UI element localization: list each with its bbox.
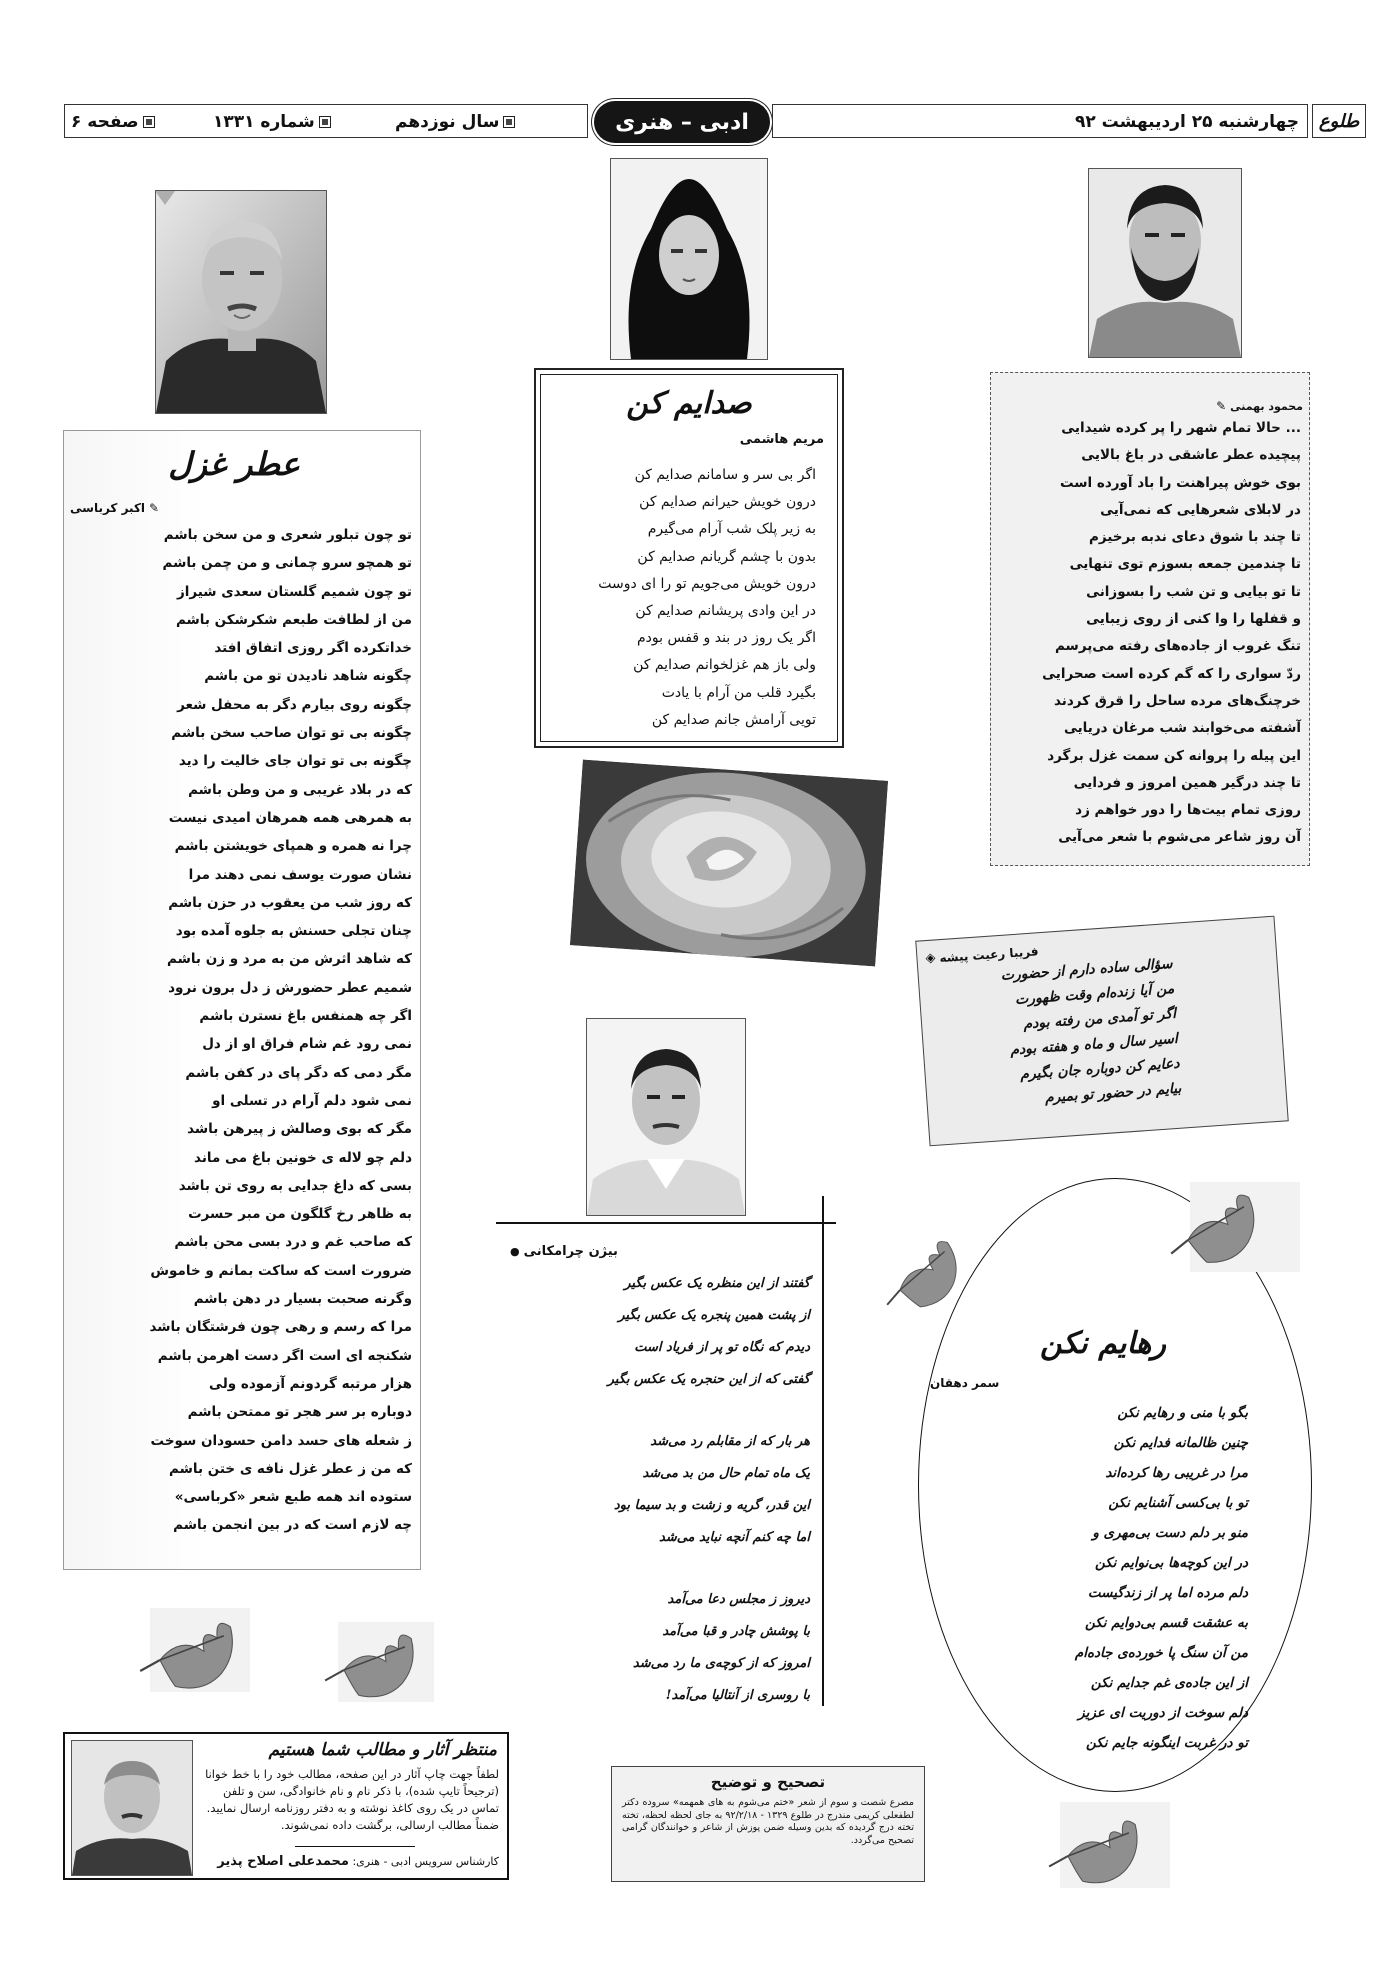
- notice-body: لطفاً جهت چاپ آثار در این صفحه، مطالب خود را با خط خوانا (ترجیحاً تایپ شده)، با ذکر نام و نام خانوادگی، سن و تلفن تماس در یک روی کاغذ نوشته و به دفتر روزنامه ارسال نمایید. ضمناً مطالب ارسالی، برگشت داده نمی‌شوند.: [205, 1767, 499, 1832]
- poem-line: به عشقت قسم بی‌دوایم نکن: [1085, 1615, 1248, 1631]
- portrait-charamkani: [586, 1018, 746, 1216]
- poem-line: امروز که از کوچه‌ی ما رد می‌شد: [632, 1656, 810, 1671]
- poem-line: چگونه بی تو توان جای خالیت را دید: [178, 753, 412, 770]
- leaf-icon: [140, 1608, 250, 1692]
- notice-box: [63, 1732, 509, 1880]
- portrait-eslahpazir-image: [72, 1741, 192, 1875]
- poem-line: اگر چه همنفس باغ نسترن باشم: [199, 1008, 412, 1025]
- notice-title: منتظر آثار و مطالب شما هستیم: [268, 1740, 497, 1760]
- poem-line: به ظاهر رخ گلگون من مبر حسرت: [188, 1206, 412, 1223]
- poem-line: نشان صورت یوسف نمی دهند مرا: [188, 866, 412, 883]
- poem-line: با پوشش چادر و قبا می‌آمد: [662, 1624, 810, 1639]
- poem-line: تا چندمین جمعه بسوزم توی تنهایی: [1069, 556, 1301, 573]
- poem-box-bahmani: [990, 372, 1310, 866]
- poem-line: چنان تجلی حسنش به جلوه آمده بود: [175, 923, 412, 940]
- poem-line: از پشت همین پنجره یک عکس بگیر: [618, 1308, 810, 1323]
- poem-line: دیروز ز مجلس دعا می‌آمد: [667, 1592, 810, 1607]
- poem-line: به همرهی همه همرهان امیدی نیست: [168, 809, 412, 826]
- poem-lines: [72, 521, 412, 1540]
- poem-line: تا چند درگیر همین امروز و فردایی: [1073, 774, 1301, 791]
- poem-line: من آن سنگ پا خورده‌ی جاده‌ام: [1074, 1645, 1248, 1661]
- poem-line: شکنجه ای است اگر دست اهرمن باشم: [157, 1347, 412, 1364]
- header-page: صفحه ۶: [71, 112, 155, 132]
- header-issue: شماره ۱۳۳۱: [213, 112, 331, 132]
- poem-line: ستوده اند همه طبع شعر «کرباسی»: [174, 1489, 412, 1506]
- leaf-icon: [1049, 1802, 1170, 1888]
- square-bullet-icon: [143, 116, 155, 128]
- poem-line: در لابلای شعرهایی که نمی‌آیی: [1100, 501, 1301, 518]
- poem-line: چگونه روی بیارم دگر به محفل شعر: [177, 696, 412, 713]
- poem-line: که من ز عطر غزل نافه ی ختن باشم: [169, 1460, 412, 1477]
- poem-line: دلم چو لاله ی خونین باغ می ماند: [194, 1149, 412, 1166]
- notice-divider: [295, 1846, 415, 1847]
- poem-line: من از لطافت طبعم شکرشکن باشم: [175, 611, 412, 628]
- poem-author: محمود بهمنی ✎: [1216, 399, 1303, 413]
- poem-box-fariba: [915, 916, 1288, 1147]
- correction-title: تصحیح و توضیح: [710, 1773, 826, 1791]
- poem-line: وگرنه صحبت بسیار در دهن باشم: [193, 1291, 412, 1308]
- header-date: چهارشنبه ۲۵ اردیبهشت ۹۲: [1074, 112, 1299, 132]
- newspaper-logo: طلوع: [1312, 104, 1366, 138]
- poem-line: سؤالی ساده دارم از حضورت: [1000, 955, 1174, 984]
- portrait-charamkani-image: [587, 1019, 745, 1215]
- poem-line: این قدر، گریه و زشت و بد سیما بود: [613, 1498, 810, 1513]
- poem-line: هر بار که از مقابلم رد می‌شد: [650, 1434, 810, 1449]
- poem-line: چنین ظالمانه فدایم نکن: [1113, 1435, 1248, 1451]
- pen-icon: ✎: [149, 501, 160, 515]
- poem-line: مگر که بوی وصالش ز پیرهن باشد: [187, 1121, 412, 1138]
- poem-title-rahayam: رهایم نکن: [1040, 1326, 1166, 1361]
- poem-line: بگو با منی و رهایم نکن: [1117, 1405, 1248, 1421]
- poem-line: پیچیده عطر عاشقی در باغ بالایی: [1081, 447, 1301, 464]
- poem-line: ولی باز هم غزلخوانم صدایم کن: [633, 657, 816, 674]
- poem-line: تنگ غروب از جاده‌های رفته می‌پرسم: [1054, 638, 1301, 655]
- poem-line: گفتی که از این حنجره یک عکس بگیر: [607, 1372, 810, 1387]
- header-left-box: [64, 104, 588, 138]
- portrait-bahmani: [1088, 168, 1242, 358]
- poem-line: آشفته می‌خوابند شب مرغان دریایی: [1063, 720, 1301, 737]
- poem-line: در این وادی پریشانم صدایم کن: [635, 602, 816, 619]
- poem-line: تویی آرامش جانم صدایم کن: [651, 711, 816, 728]
- poem-line: گفتند از این منظره یک عکس بگیر: [624, 1276, 810, 1291]
- poem-line: خداتکرده اگر روزی اتفاق افتد: [214, 640, 412, 657]
- poem-title: عطر غزل: [168, 445, 300, 483]
- header-year: سال نوزدهم: [395, 112, 515, 132]
- poem-line: بسی که داغ جدایی به روی تن باشد: [178, 1177, 412, 1194]
- poem-line: بوی خوش پیراهنت را باد آورده است: [1059, 474, 1301, 491]
- portrait-hashemi-image: [611, 159, 767, 359]
- poem-line: خرچنگ‌های مرده ساحل را قرق کردند: [1053, 692, 1301, 709]
- notice-footer: کارشناس سرویس ادبی - هنری: محمدعلی اصلاح پذیر: [217, 1854, 499, 1869]
- poem-line: مگر دمی که دگر پای در کفن باشم: [185, 1064, 412, 1081]
- poem-line: و قفلها را وا کنی از روی زیبایی: [1086, 611, 1301, 628]
- poem-title: صدایم کن: [626, 386, 752, 421]
- poem-line: چرا نه همره و همپای خویشتن باشم: [174, 838, 412, 855]
- leaf-icon: [325, 1622, 434, 1702]
- poem-line: اگر یک روز در بند و قفس بودم: [636, 630, 816, 647]
- poem-lines: [1011, 415, 1301, 852]
- poem-line: چه لازم است که در بین انجمن باشم: [173, 1517, 412, 1534]
- column-divider-vertical: [822, 1196, 824, 1706]
- portrait-hashemi: [610, 158, 768, 360]
- diamond-bullet-icon: ◈: [924, 950, 937, 967]
- poem-line: شمیم عطر حضورش ز دل برون نرود: [168, 979, 412, 996]
- rose-image: [570, 760, 888, 967]
- poem-lines: [932, 952, 1182, 1118]
- portrait-bahmani-image: [1089, 169, 1241, 357]
- poem-line: بگیرد قلب من آرام با یادت: [661, 684, 816, 701]
- poem-author: مریم هاشمی: [739, 432, 824, 447]
- poem-line: از این جاده‌ی غم جدایم نکن: [1090, 1675, 1248, 1691]
- poem-line: بیایم در حضور تو بمیرم: [1044, 1080, 1182, 1107]
- poem-author-rahayam: سمر دهقان: [930, 1376, 1000, 1390]
- poem-line: نمی رود غم شام فراق او از دل: [202, 1036, 412, 1053]
- leaf-corner-icon: [155, 190, 175, 209]
- poem-line: چگونه شاهد نادیدن تو من باشم: [204, 668, 412, 685]
- header-right-box: [772, 104, 1308, 138]
- poem-line: تا تو بیایی و تن شب را بسوزانی: [1086, 583, 1301, 600]
- poem-line: دوباره بر سر هجر تو ممتحن باشم: [187, 1404, 412, 1421]
- poem-line: این پیله را پروانه کن سمت غزل برگرد: [1047, 747, 1301, 764]
- poem-line: منو بر دلم دست بی‌مهری و: [1092, 1525, 1248, 1541]
- portrait-kerbasi: [155, 190, 327, 414]
- poem-line: درون خویش می‌جویم تو را ای دوست: [598, 575, 816, 592]
- poem-line: تو چون تبلور شعری و من سخن باشم: [163, 527, 412, 543]
- poem-line: ضرورت است که ساکت بمانم و خاموش: [150, 1262, 412, 1279]
- poem-line: ردّ سواری را که گم کرده است صحرایی: [1042, 665, 1301, 682]
- stanza-spacer: [520, 1712, 810, 1742]
- poem-box-sedayam: [534, 368, 844, 748]
- correction-box: [611, 1766, 925, 1882]
- poem-line: با روسری از آنتالیا می‌آمد!: [665, 1688, 810, 1703]
- poem-lines-rahayam: [990, 1398, 1248, 1758]
- poem-line: هزار مرتبه گردونم آزموده ولی: [209, 1375, 412, 1392]
- poem-box-attr-ghazal: [63, 430, 421, 1570]
- poem-line: بدون با چشم گریانم صدایم کن: [637, 548, 816, 565]
- poem-lines: [546, 462, 816, 734]
- poem-line: مرا که رسم و رهی چون فرشتگان باشد: [149, 1319, 412, 1336]
- poem-lines-bijan: [520, 1268, 810, 1742]
- poem-line: روزی تمام بیت‌ها را دور خواهم زد: [1075, 802, 1301, 819]
- poem-line: دعایم کن دوباره جان بگیرم: [1019, 1055, 1181, 1083]
- poem-line: تو در غربت اینگونه جایم نکن: [1086, 1735, 1248, 1751]
- poem-author: فریبا رعیت پیشه ◈: [924, 943, 1039, 967]
- poem-line: دیدم که نگاه تو پر از فریاد است: [634, 1340, 810, 1355]
- poem-line: درون خویش حیرانم صدایم کن: [639, 494, 816, 511]
- poem-line: دلم سوخت از دوریت ای عزیز: [1078, 1705, 1248, 1721]
- stanza-spacer: [520, 1554, 810, 1584]
- pen-icon: ✎: [1216, 399, 1227, 413]
- poem-line: من آیا زنده‌ام وقت ظهورت: [1014, 980, 1175, 1008]
- poem-line: اگر بی سر و سامانم صدایم کن: [634, 467, 816, 483]
- poem-line: ... حالا تمام شهر را پر کرده شیدایی: [1061, 420, 1301, 436]
- portrait-eslahpazir: [71, 1740, 193, 1876]
- poem-line: اسیر سال و ماه و هفته بودم: [1009, 1030, 1179, 1059]
- square-bullet-icon: [319, 116, 331, 128]
- poem-line: تو همچو سرو چمانی و من چمن باشم: [162, 555, 412, 572]
- round-bullet-icon: ●: [510, 1245, 520, 1258]
- poem-line: نمی شود دلم آرام در تسلی او: [212, 1092, 412, 1109]
- poem-line: در این کوچه‌ها بی‌نوایم نکن: [1094, 1555, 1248, 1571]
- section-title: ادبی – هنری: [594, 101, 770, 143]
- poem-line: ز شعله های حسد دامن حسودان سوخت: [150, 1432, 412, 1449]
- poem-line: که روز شب من یعقوب در حزن باشم: [168, 894, 412, 911]
- poem-line: مرا در غریبی رها کرده‌اند: [1105, 1465, 1248, 1481]
- poem-line: که شاهد اثرش من به مرد و زن باشم: [167, 951, 412, 968]
- poem-line: به زیر پلک شب آرام می‌گیرم: [647, 521, 816, 538]
- rose-image-graphic: [570, 760, 888, 967]
- correction-body: مصرع شصت و سوم از شعر «ختم می‌شوم به های همهمه» سروده دکتر لطفعلی کریمی مندرج در طلوع ۱۳۲۹ - ۹۲/۲/۱۸ به جای لحظه لحظه، تخته تخته درج گردیده که بدین وسیله ضمن پوزش از شاعر و خوانندگان گرامی تصحیح می‌گردد.: [622, 1797, 914, 1846]
- poem-author: ✎ اکبر کرباسی: [70, 501, 160, 515]
- portrait-kerbasi-image: [156, 191, 326, 413]
- column-divider-horizontal: [496, 1222, 836, 1224]
- poem-line: تو چون شمیم گلستان سعدی شیراز: [176, 583, 412, 600]
- poem-line: آن روز شاعر می‌شوم با شعر می‌آیی: [1058, 829, 1301, 846]
- square-bullet-icon: [503, 116, 515, 128]
- poem-line: یک ماه تمام حال من بد می‌شد: [642, 1466, 810, 1481]
- poem-line: دلم مرده اما پر از زندگیست: [1087, 1585, 1248, 1601]
- poem-line: تو با بی‌کسی آشنایم نکن: [1108, 1495, 1248, 1511]
- poem-line: اما چه کنم آنچه نباید می‌شد: [659, 1530, 810, 1545]
- poem-line: که صاحب غم و درد بسی محن باشم: [174, 1234, 412, 1251]
- poem-line: که در بلاد غریبی و من وطن باشم: [188, 781, 412, 798]
- poem-author-bijan: بیژن چرامکانی ●: [510, 1244, 618, 1259]
- poem-line: اگر تو آمدی من رفته بودم: [1022, 1005, 1177, 1033]
- stanza-spacer: [520, 1396, 810, 1426]
- poem-line: چگونه بی تو توان صاحب سخن باشم: [171, 725, 412, 742]
- poem-line: تا چند با شوق دعای ندبه برخیزم: [1088, 529, 1301, 546]
- leaf-icon: [873, 1239, 967, 1319]
